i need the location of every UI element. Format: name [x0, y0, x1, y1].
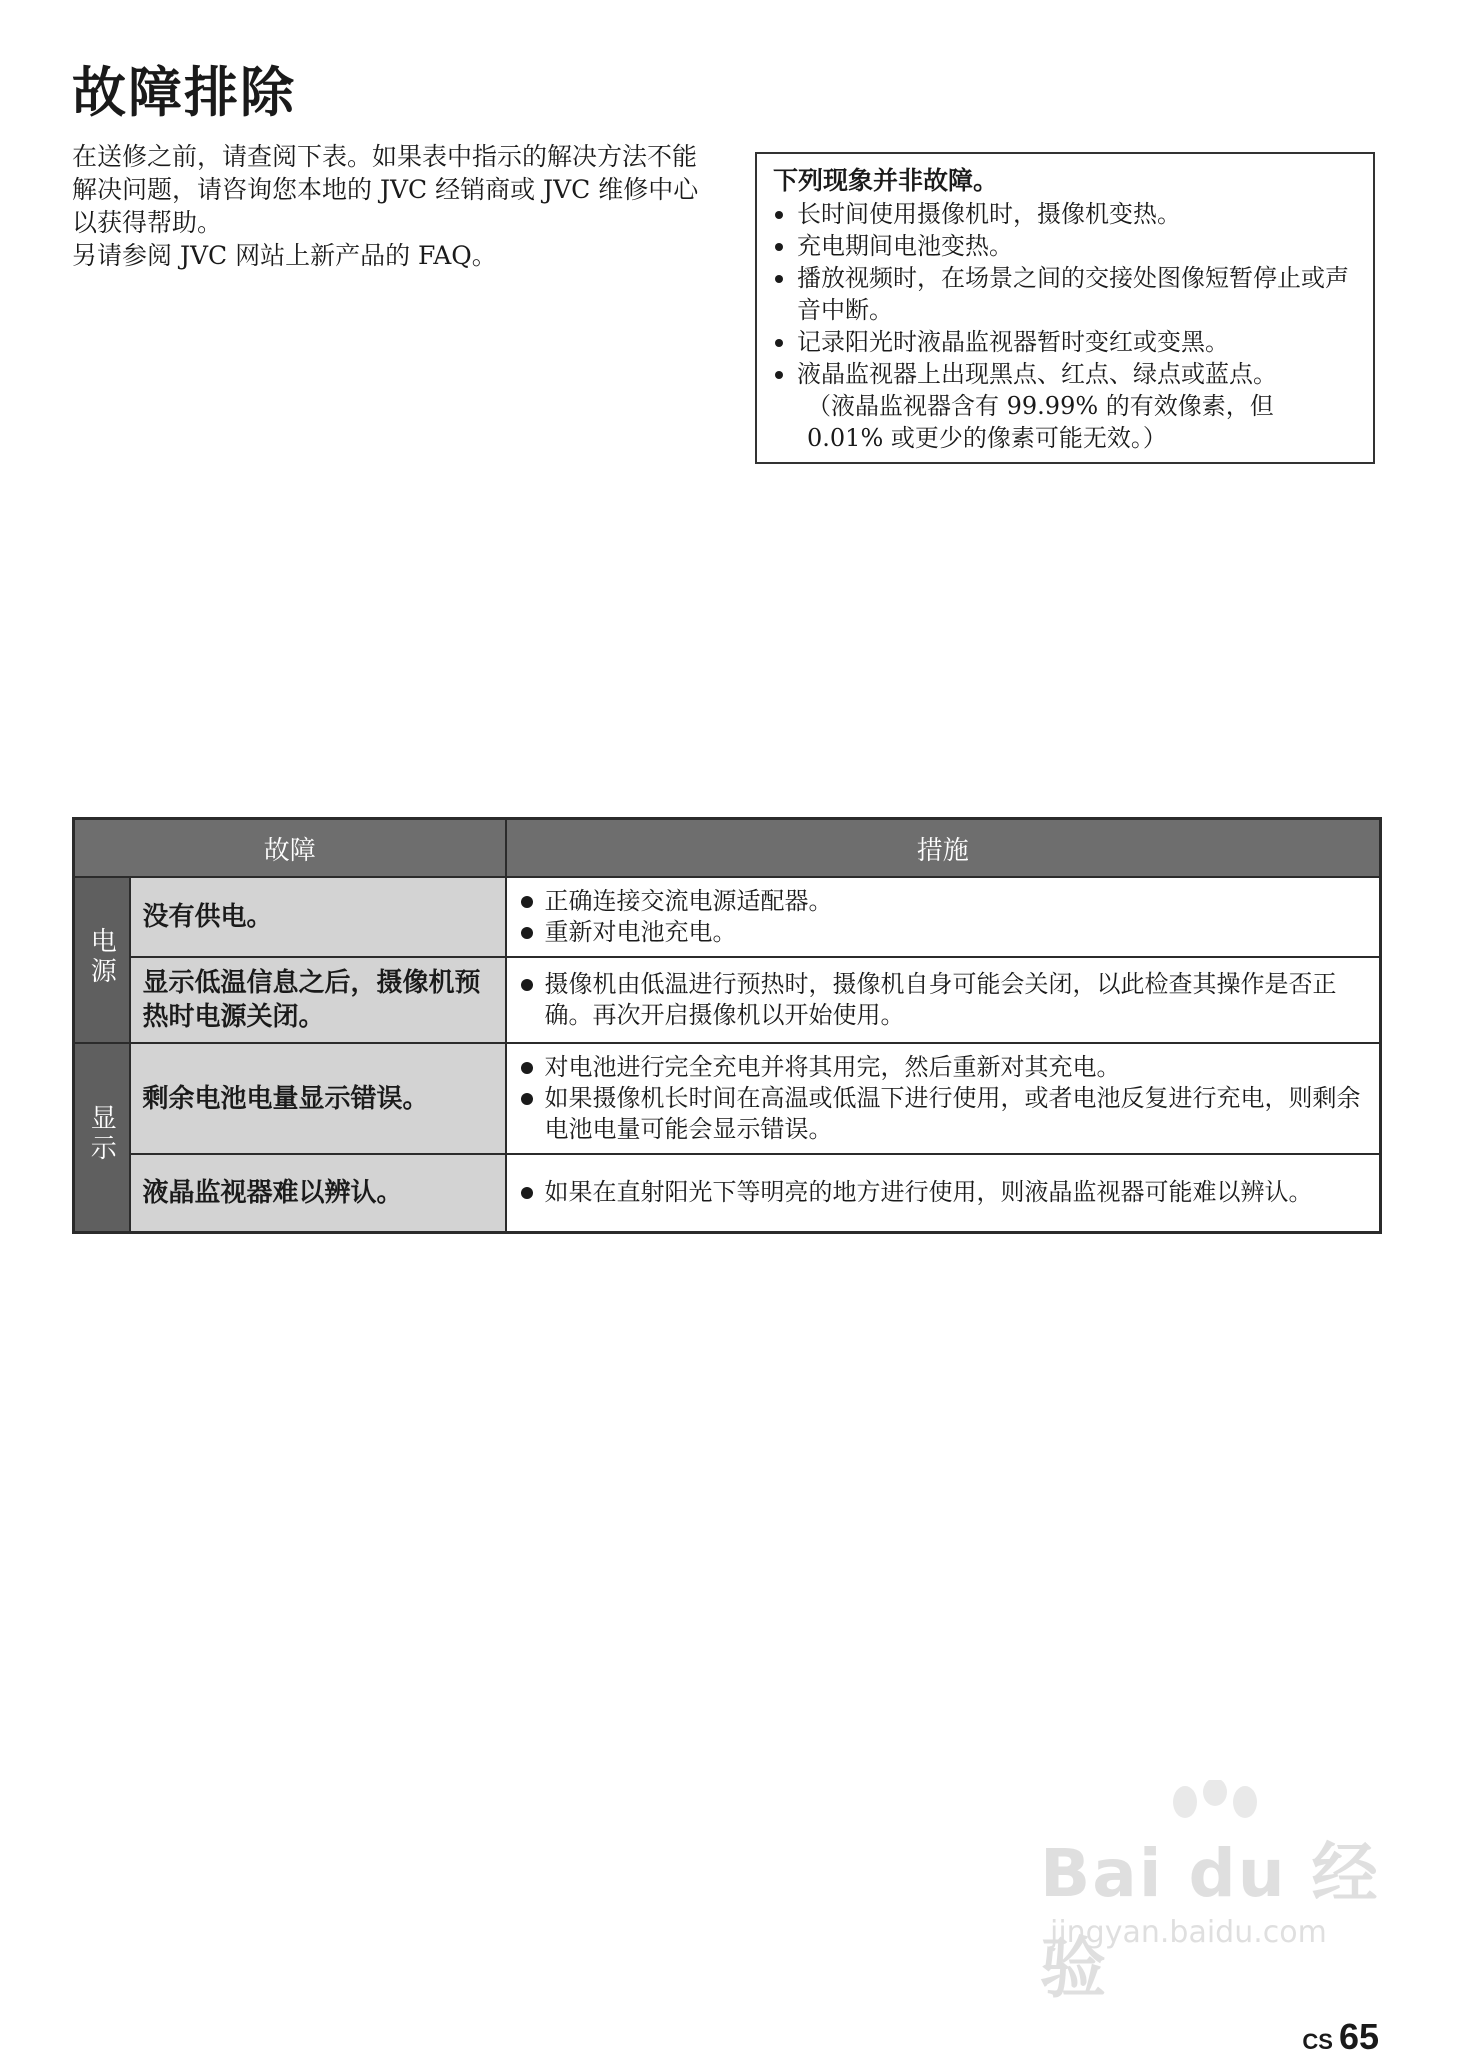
notice-item: 记录阳光时液晶监视器暂时变红或变黑。: [773, 326, 1357, 358]
header-fault: 故障: [74, 819, 506, 878]
bullet-icon: [521, 927, 533, 939]
troubleshooting-table: [72, 817, 1382, 1234]
measure-cell: [506, 877, 1381, 957]
fault-cell: 显示低温信息之后，摄像机预热时电源关闭。: [130, 957, 506, 1043]
language-code: CS: [1302, 2029, 1333, 2054]
table-header-row: [74, 819, 1381, 878]
non-fault-notice-box: [755, 152, 1375, 464]
bullet-icon: [775, 211, 783, 219]
notice-item: 液晶监视器上出现黑点、红点、绿点或蓝点。 （液晶监视器含有 99.99% 的有效像素，但 0.01% 或更少的像素可能无效。）: [773, 358, 1357, 454]
bullet-icon: [521, 896, 533, 908]
fault-cell: 液晶监视器难以辨认。: [130, 1154, 506, 1232]
intro-paragraph: 另请参阅 JVC 网站上新产品的 FAQ。: [72, 241, 497, 270]
troubleshooting-table-wrapper: [72, 817, 1382, 1234]
page-number: [1302, 2016, 1379, 2058]
measure-cell: [506, 957, 1381, 1043]
measure-cell: [506, 1043, 1381, 1154]
fault-cell: 剩余电池电量显示错误。: [130, 1043, 506, 1154]
table-row: [74, 1154, 1381, 1232]
intro-paragraph: 在送修之前，请查阅下表。如果表中指示的解决方法不能解决问题，请咨询您本地的 JVC 经销商或 JVC 维修中心以获得帮助。: [72, 142, 699, 237]
watermark-logo: Bai du 经验: [1040, 1835, 1380, 2007]
watermark-url: jingyan.baidu.com: [1050, 1915, 1327, 1950]
notice-item: 长时间使用摄像机时，摄像机变热。: [773, 198, 1357, 230]
bullet-icon: [775, 339, 783, 347]
notice-item: 播放视频时，在场景之间的交接处图像短暂停止或声音中断。: [773, 262, 1357, 326]
category-display: 显示: [74, 1043, 130, 1232]
category-power: 电源: [74, 877, 130, 1043]
page-number-value: 65: [1338, 2016, 1379, 2057]
table-row: [74, 1043, 1381, 1154]
measure-item: 对电池进行完全充电并将其用完，然后重新对其充电。: [519, 1052, 1367, 1083]
measure-item: 重新对电池充电。: [519, 917, 1367, 948]
page-title: 故障排除: [72, 61, 296, 124]
bullet-icon: [775, 275, 783, 283]
notice-list: [773, 198, 1357, 454]
bullet-icon: [775, 243, 783, 251]
table-row: [74, 957, 1381, 1043]
notice-item: 充电期间电池变热。: [773, 230, 1357, 262]
measure-item: 正确连接交流电源适配器。: [519, 886, 1367, 917]
bullet-icon: [521, 1187, 533, 1199]
header-measure: 措施: [506, 819, 1381, 878]
measure-cell: [506, 1154, 1381, 1232]
fault-cell: 没有供电。: [130, 877, 506, 957]
notice-heading: 下列现象并非故障。: [773, 166, 999, 195]
table-row: [74, 877, 1381, 957]
intro-text: [72, 140, 702, 272]
bullet-icon: [521, 1093, 533, 1105]
measure-item: 如果摄像机长时间在高温或低温下进行使用，或者电池反复进行充电，则剩余电池电量可能会显示错误。: [519, 1083, 1367, 1145]
bullet-icon: [775, 371, 783, 379]
notice-item-note: （液晶监视器含有 99.99% 的有效像素，但 0.01% 或更少的像素可能无效。）: [807, 392, 1274, 452]
measure-item: 如果在直射阳光下等明亮的地方进行使用，则液晶监视器可能难以辨认。: [519, 1177, 1367, 1208]
bullet-icon: [521, 1062, 533, 1074]
bullet-icon: [521, 979, 533, 991]
measure-item: 摄像机由低温进行预热时，摄像机自身可能会关闭，以此检查其操作是否正确。再次开启摄像机以开始使用。: [519, 969, 1367, 1031]
baidu-watermark: [1040, 1780, 1380, 2007]
